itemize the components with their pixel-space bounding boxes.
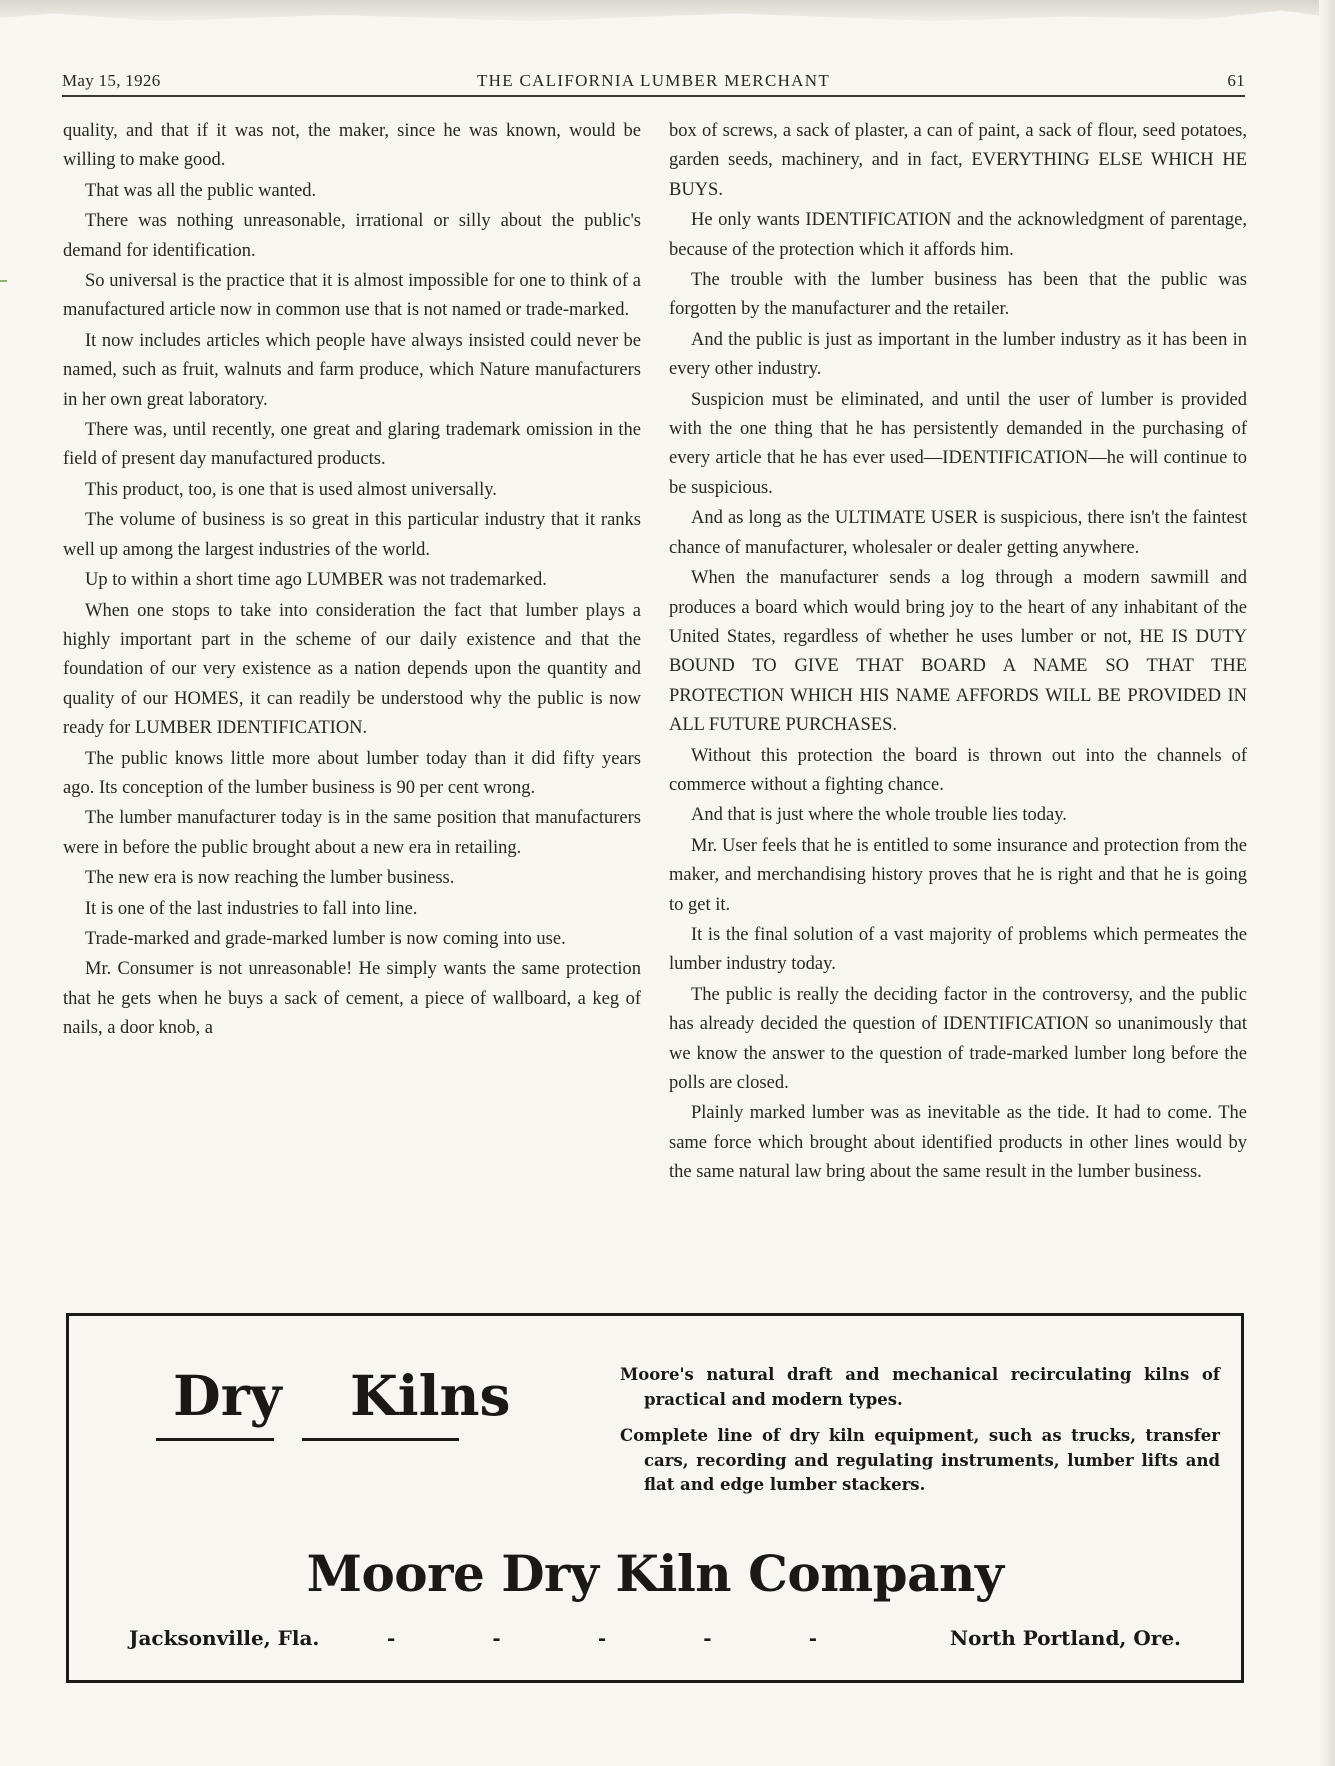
paragraph: And the public is just as important in the lumber industry as it has been in every other industry. — [669, 329, 1247, 380]
separator-dash: - — [387, 1626, 396, 1650]
location-separator — [387, 1626, 817, 1650]
location-north-portland: North Portland, Ore. — [949, 1626, 1181, 1650]
page-number: 61 — [1227, 71, 1245, 90]
article-left-column — [63, 117, 641, 1045]
paragraph: quality, and that if it was not, the maker, since he was known, would be willing to make good. — [63, 121, 641, 171]
publication-title: THE CALIFORNIA LUMBER MERCHANT — [476, 71, 831, 90]
paragraph: This product, too, is one that is used almost universally. — [85, 479, 497, 500]
paragraph: Without this protection the board is thrown out into the channels of commerce without a fighting chance. — [669, 745, 1247, 795]
paragraph: And that is just where the whole trouble lies today. — [691, 805, 1067, 826]
paragraph: Plainly marked lumber was as inevitable as the tide. It had to come. The same force which brought about identified products in other lines would by the same natural law bring about the same result in the lumber business. — [669, 1103, 1247, 1183]
separator-dash: - — [703, 1626, 712, 1650]
paragraph: It is the final solution of a vast majority of problems which permeates the lumber industry today. — [669, 924, 1247, 975]
paragraph: The public is really the deciding factor in the controversy, and the public has already decided the question of IDENTIFICATION so unanimously that we know the answer to the question of trade-marked lumber long before the polls are closed. — [669, 984, 1247, 1093]
headline-underline — [156, 1438, 274, 1441]
running-header — [62, 69, 1245, 97]
paragraph: That was all the public wanted. — [85, 180, 317, 201]
article-right-column — [669, 117, 1247, 1189]
moore-dry-kiln-advertisement — [66, 1313, 1244, 1683]
paragraph: Mr. Consumer is not unreasonable! He simply wants the same protection that he gets when he buys a sack of cement, a piece of wallboard, a keg of nails, a door knob, a — [63, 959, 641, 1039]
margin-mark — [0, 280, 7, 322]
paragraph: And as long as the ULTIMATE USER is suspicious, there isn't the faintest chance of manufacturer, wholesaler or dealer getting anywhere. — [669, 508, 1247, 558]
paragraph: Trade-marked and grade-marked lumber is now coming into use. — [85, 928, 566, 949]
separator-dash: - — [492, 1626, 501, 1650]
separator-dash: - — [808, 1626, 817, 1650]
paragraph: The trouble with the lumber business has been that the public was forgotten by the manufacturer and the retailer. — [669, 270, 1247, 320]
paragraph: The volume of business is so great in this particular industry that it ranks well up among the largest industries of the world. — [63, 510, 641, 560]
ad-feature: Complete line of dry kiln equipment, such as trucks, transfer cars, recording and regulating instruments, lumber lifts and flat and edge lumber stackers. — [620, 1426, 1220, 1494]
paragraph: box of screws, a sack of plaster, a can of paint, a sack of flour, seed potatoes, garden seeds, machinery, and in fact, EVERYTHING ELSE WHICH HE BUYS. — [669, 121, 1247, 200]
ad-feature: Moore's natural draft and mechanical recirculating kilns of practical and modern types. — [620, 1365, 1220, 1409]
paragraph: When one stops to take into consideration the fact that lumber plays a highly important part in the scheme of our daily existence and that the foundation of our very existence as a nation depends upon the quantity and quality of our HOMES, it can readily be understood why the public is now ready for LUMBER IDENTIFICATION. — [63, 600, 641, 739]
paragraph: It now includes articles which people have always insisted could never be named, such as fruit, walnuts and farm produce, which Nature manufacturers in her own great laboratory. — [63, 330, 641, 410]
issue-date: May 15, 1926 — [62, 71, 161, 90]
ad-headline-word: Dry — [173, 1363, 282, 1428]
ad-company-name: Moore Dry Kiln Company — [306, 1544, 1004, 1603]
paragraph: The public knows little more about lumber today than it did fifty years ago. Its conception of the lumber business is 90 per cent wrong. — [63, 748, 641, 798]
location-jacksonville: Jacksonville, Fla. — [129, 1626, 320, 1650]
separator-dash: - — [597, 1626, 607, 1650]
ad-features — [620, 1363, 1220, 1510]
ad-locations — [129, 1626, 1181, 1656]
paragraph: Up to within a short time ago LUMBER was not trademarked. — [85, 570, 547, 591]
paragraph: It is one of the last industries to fall into line. — [85, 898, 418, 919]
page-right-edge — [1319, 0, 1335, 1766]
torn-top-edge — [0, 0, 1335, 30]
paragraph: The new era is now reaching the lumber business. — [85, 868, 455, 889]
ad-headline — [173, 1363, 511, 1428]
paragraph: The lumber manufacturer today is in the same position that manufacturers were in before the public brought about a new era in retailing. — [63, 808, 641, 858]
paragraph: When the manufacturer sends a log through a modern sawmill and produces a board which would bring joy to the heart of any inhabitant of the United States, regardless of whether he uses lumber or not, HE IS DUTY BOUND TO GIVE THAT BOARD A NAME SO THAT THE PROTECTION WHICH HIS NAME AFFORDS WILL BE PROVIDED IN ALL FUTURE PURCHASES. — [669, 568, 1247, 736]
paragraph: Suspicion must be eliminated, and until the user of lumber is provided with the one thing that he has persistently demanded in the purchasing of every article that he has ever used—IDENTIFICATION—he will continue to be suspicious. — [669, 389, 1247, 498]
paragraph: He only wants IDENTIFICATION and the acknowledgment of parentage, because of the protection which it affords him. — [669, 210, 1247, 260]
headline-underline — [302, 1438, 459, 1441]
paragraph: So universal is the practice that it is almost impossible for one to think of a manufactured article now in common use that is not named or trade-marked. — [63, 271, 641, 321]
paragraph: There was nothing unreasonable, irrational or silly about the public's demand for identification. — [63, 211, 641, 261]
ad-headline-word: Kilns — [349, 1363, 511, 1428]
paragraph: There was, until recently, one great and glaring trademark omission in the field of present day manufactured products. — [63, 420, 641, 470]
paragraph: Mr. User feels that he is entitled to some insurance and protection from the maker, and merchandising history proves that he is right and that he is going to get it. — [669, 835, 1247, 915]
